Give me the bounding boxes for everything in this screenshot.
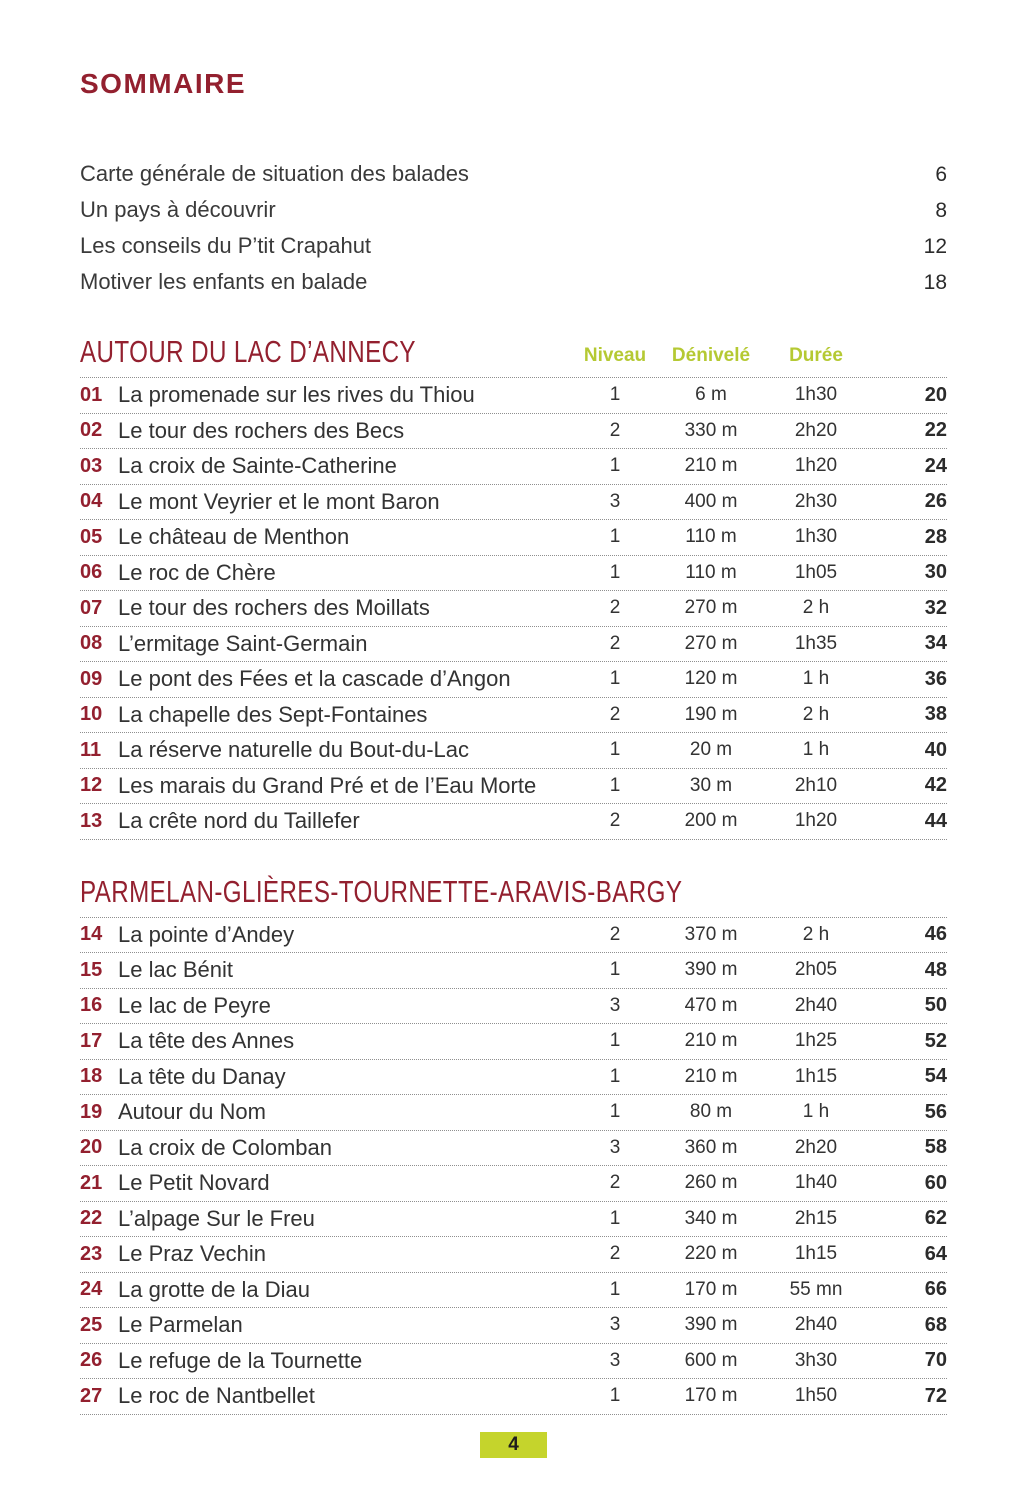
toc-section [80,874,947,1415]
route-title: Le château de Menthon [118,524,350,550]
toc-row [80,662,947,698]
route-number: 14 [80,923,103,946]
route-number: 27 [80,1384,103,1407]
toc-row [80,449,947,485]
route-duration: 2 h [802,923,830,945]
toc-row [80,918,947,954]
route-page: 22 [924,419,947,442]
route-elevation: 400 m [684,490,738,512]
route-number: 11 [80,738,102,761]
route-duration: 2h20 [794,1136,838,1158]
route-duration: 1h05 [794,561,838,583]
route-title: Le tour des rochers des Becs [118,417,405,443]
intro-item-page: 6 [935,163,947,186]
route-level: 1 [609,739,621,761]
route-level: 1 [609,1030,621,1052]
route-title: Le lac de Peyre [118,992,271,1018]
route-duration: 1 h [802,739,830,761]
route-elevation: 330 m [684,419,738,441]
route-elevation: 360 m [684,1136,738,1158]
route-elevation: 200 m [684,810,738,832]
route-level: 3 [609,490,621,512]
route-title: La tête du Danay [118,1063,286,1089]
route-duration: 3h30 [794,1349,838,1371]
route-level: 3 [609,1136,621,1158]
route-number: 17 [80,1029,103,1052]
route-number: 04 [80,490,103,513]
route-page: 42 [924,774,947,797]
route-level: 1 [609,774,621,796]
route-page: 32 [924,596,947,619]
toc-row [80,627,947,663]
sections [80,334,947,1415]
toc-row [80,1095,947,1131]
section-title: AUTOUR DU LAC D’ANNECY [80,334,416,369]
route-level: 1 [609,561,621,583]
route-level: 1 [609,455,621,477]
section-title: PARMELAN-GLIÈRES-TOURNETTE-ARAVIS-BARGY [80,873,683,909]
route-number: 05 [80,525,103,548]
route-level: 2 [609,1172,621,1194]
intro-item-label: Carte générale de situation des balades [80,161,469,186]
route-title: Le roc de Chère [118,559,276,585]
toc-row [80,591,947,627]
route-page: 56 [924,1100,947,1123]
route-elevation: 30 m [689,774,733,796]
column-header-page-spacer [869,367,947,370]
route-number: 09 [80,667,103,690]
route-elevation: 120 m [684,668,738,690]
toc-row [80,769,947,805]
route-level: 1 [609,526,621,548]
route-elevation: 20 m [689,739,733,761]
route-title: Le lac Bénit [118,957,233,983]
route-title: Le roc de Nantbellet [118,1383,315,1409]
route-number: 07 [80,596,103,619]
route-title: Le tour des rochers des Moillats [118,595,430,621]
route-title: La crête nord du Taillefer [118,808,360,834]
toc-row [80,1344,947,1380]
route-elevation: 270 m [684,597,738,619]
route-elevation: 110 m [685,526,737,548]
intro-item-page: 8 [935,199,947,222]
toc-row [80,1379,947,1415]
route-duration: 1h35 [794,632,838,654]
route-elevation: 170 m [684,1278,738,1300]
route-title: La croix de Sainte-Catherine [118,453,397,479]
intro-item [80,264,947,300]
toc-row [80,804,947,840]
route-duration: 1h30 [794,526,838,548]
intro-item-label: Les conseils du P’tit Crapahut [80,233,372,258]
route-level: 1 [609,1385,621,1407]
column-header-niveau: Niveau [583,345,647,366]
route-duration: 2h40 [794,994,838,1016]
route-elevation: 390 m [684,1314,738,1336]
route-elevation: 210 m [684,1065,738,1087]
route-level: 2 [609,1243,621,1265]
route-level: 1 [609,1065,621,1087]
route-duration: 2 h [802,703,830,725]
column-header-duree [763,907,869,910]
route-number: 25 [80,1313,103,1336]
route-number: 18 [80,1065,103,1088]
page-footer [0,1432,1027,1458]
route-elevation: 600 m [684,1349,738,1371]
route-level: 1 [609,668,621,690]
route-title: Le pont des Fées et la cascade d’Angon [118,666,511,692]
toc-row [80,989,947,1025]
intro-item [80,228,947,264]
route-title: Les marais du Grand Pré et de l’Eau Morte [118,772,537,798]
folio-number: 4 [508,1434,519,1455]
route-duration: 1h25 [794,1030,838,1052]
column-header-page-spacer [869,907,947,910]
toc-row [80,520,947,556]
route-page: 60 [924,1171,947,1194]
route-number: 19 [80,1100,103,1123]
route-page: 38 [924,703,947,726]
route-number: 13 [80,809,103,832]
toc-row [80,733,947,769]
route-elevation: 170 m [684,1385,738,1407]
route-level: 3 [609,994,621,1016]
route-duration: 2h10 [794,774,838,796]
route-title: La réserve naturelle du Bout-du-Lac [118,737,469,763]
route-elevation: 340 m [684,1207,738,1229]
route-elevation: 190 m [684,703,738,725]
route-page: 62 [924,1207,947,1230]
route-number: 10 [80,703,103,726]
route-page: 20 [924,383,947,406]
route-number: 02 [80,419,103,442]
route-title: La promenade sur les rives du Thiou [118,382,475,408]
route-level: 1 [609,959,621,981]
toc-row [80,556,947,592]
route-page: 44 [924,809,947,832]
route-level: 1 [609,1207,621,1229]
toc-row [80,378,947,414]
route-title: Le refuge de la Tournette [118,1347,363,1373]
route-number: 15 [80,958,103,981]
route-level: 2 [609,703,621,725]
route-title: Le Praz Vechin [118,1241,266,1267]
route-duration: 55 mn [789,1278,843,1300]
route-level: 2 [609,597,621,619]
page-title: SOMMAIRE [80,68,246,99]
route-level: 2 [609,419,621,441]
route-page: 46 [924,923,947,946]
route-duration: 1 h [802,1101,830,1123]
route-title: L’ermitage Saint-Germain [118,630,368,656]
route-page: 26 [924,490,947,513]
folio-badge [480,1432,547,1458]
route-title: La pointe d’Andey [118,921,295,947]
route-duration: 1h40 [794,1172,838,1194]
route-level: 1 [609,1278,621,1300]
toc-row [80,953,947,989]
intro-item-label: Motiver les enfants en balade [80,269,368,294]
intro-item [80,156,947,192]
toc-section [80,334,947,840]
toc-row [80,1166,947,1202]
route-number: 01 [80,383,103,406]
route-title: Autour du Nom [118,1099,266,1125]
column-header-duree: Durée [789,345,843,366]
route-duration: 2 h [802,597,830,619]
route-elevation: 110 m [685,561,737,583]
toc-row [80,485,947,521]
route-duration: 2h30 [794,490,838,512]
toc-row [80,1202,947,1238]
intro-item-page: 18 [923,271,947,294]
route-duration: 2h20 [794,419,838,441]
route-page: 70 [924,1349,947,1372]
toc-row [80,1273,947,1309]
toc-row [80,1308,947,1344]
route-page: 72 [924,1384,947,1407]
toc-row [80,698,947,734]
route-level: 2 [609,810,621,832]
route-number: 22 [80,1207,103,1230]
route-title: Le Parmelan [118,1312,243,1338]
route-duration: 1h15 [794,1243,838,1265]
route-elevation: 220 m [684,1243,738,1265]
route-duration: 1h50 [794,1385,838,1407]
route-elevation: 80 m [689,1101,733,1123]
route-page: 28 [924,525,947,548]
route-duration: 1h20 [794,455,838,477]
intro-item-label: Un pays à découvrir [80,197,276,222]
intro-item [80,192,947,228]
route-number: 03 [80,454,103,477]
route-number: 16 [80,994,103,1017]
route-elevation: 210 m [684,455,738,477]
route-title: La chapelle des Sept-Fontaines [118,701,428,727]
route-elevation: 470 m [684,994,738,1016]
route-level: 1 [609,1101,621,1123]
route-title: La croix de Colomban [118,1134,333,1160]
route-title: L’alpage Sur le Freu [118,1205,315,1231]
route-elevation: 6 m [695,384,727,406]
route-page: 68 [924,1313,947,1336]
route-duration: 2h15 [794,1207,838,1229]
route-title: La grotte de la Diau [118,1276,311,1302]
route-duration: 1 h [802,668,830,690]
route-title: Le mont Veyrier et le mont Baron [118,488,440,514]
route-page: 48 [924,958,947,981]
route-page: 34 [924,632,947,655]
route-elevation: 270 m [684,632,738,654]
route-elevation: 260 m [684,1172,738,1194]
route-number: 26 [80,1349,103,1372]
route-page: 40 [924,738,947,761]
route-elevation: 370 m [684,923,738,945]
route-number: 12 [80,774,103,797]
route-duration: 1h20 [794,810,838,832]
route-page: 30 [924,561,947,584]
route-elevation: 390 m [684,959,738,981]
route-level: 2 [609,923,621,945]
route-duration: 1h30 [794,384,838,406]
route-number: 23 [80,1242,103,1265]
route-number: 24 [80,1278,103,1301]
route-page: 54 [924,1065,947,1088]
section-header [80,874,947,918]
toc-row [80,1024,947,1060]
section-rows [80,378,947,840]
route-level: 3 [609,1314,621,1336]
route-page: 24 [924,454,947,477]
intro-list [80,156,947,300]
route-duration: 1h15 [794,1065,838,1087]
route-title: Le Petit Novard [118,1170,270,1196]
toc-row [80,1060,947,1096]
route-level: 1 [609,384,621,406]
route-number: 20 [80,1136,103,1159]
route-number: 06 [80,561,103,584]
toc-row [80,414,947,450]
route-duration: 2h40 [794,1314,838,1336]
route-title: La tête des Annes [118,1028,295,1054]
intro-item-page: 12 [923,235,947,258]
route-elevation: 210 m [684,1030,738,1052]
route-page: 52 [924,1029,947,1052]
route-level: 3 [609,1349,621,1371]
route-page: 66 [924,1278,947,1301]
section-rows [80,918,947,1415]
toc-row [80,1237,947,1273]
route-level: 2 [609,632,621,654]
column-header-denivele: Dénivelé [671,345,751,366]
route-page: 50 [924,994,947,1017]
route-page: 64 [924,1242,947,1265]
section-header [80,334,947,378]
toc-row [80,1131,947,1167]
route-number: 21 [80,1171,103,1194]
route-page: 36 [924,667,947,690]
route-number: 08 [80,632,103,655]
route-page: 58 [924,1136,947,1159]
route-duration: 2h05 [794,959,838,981]
